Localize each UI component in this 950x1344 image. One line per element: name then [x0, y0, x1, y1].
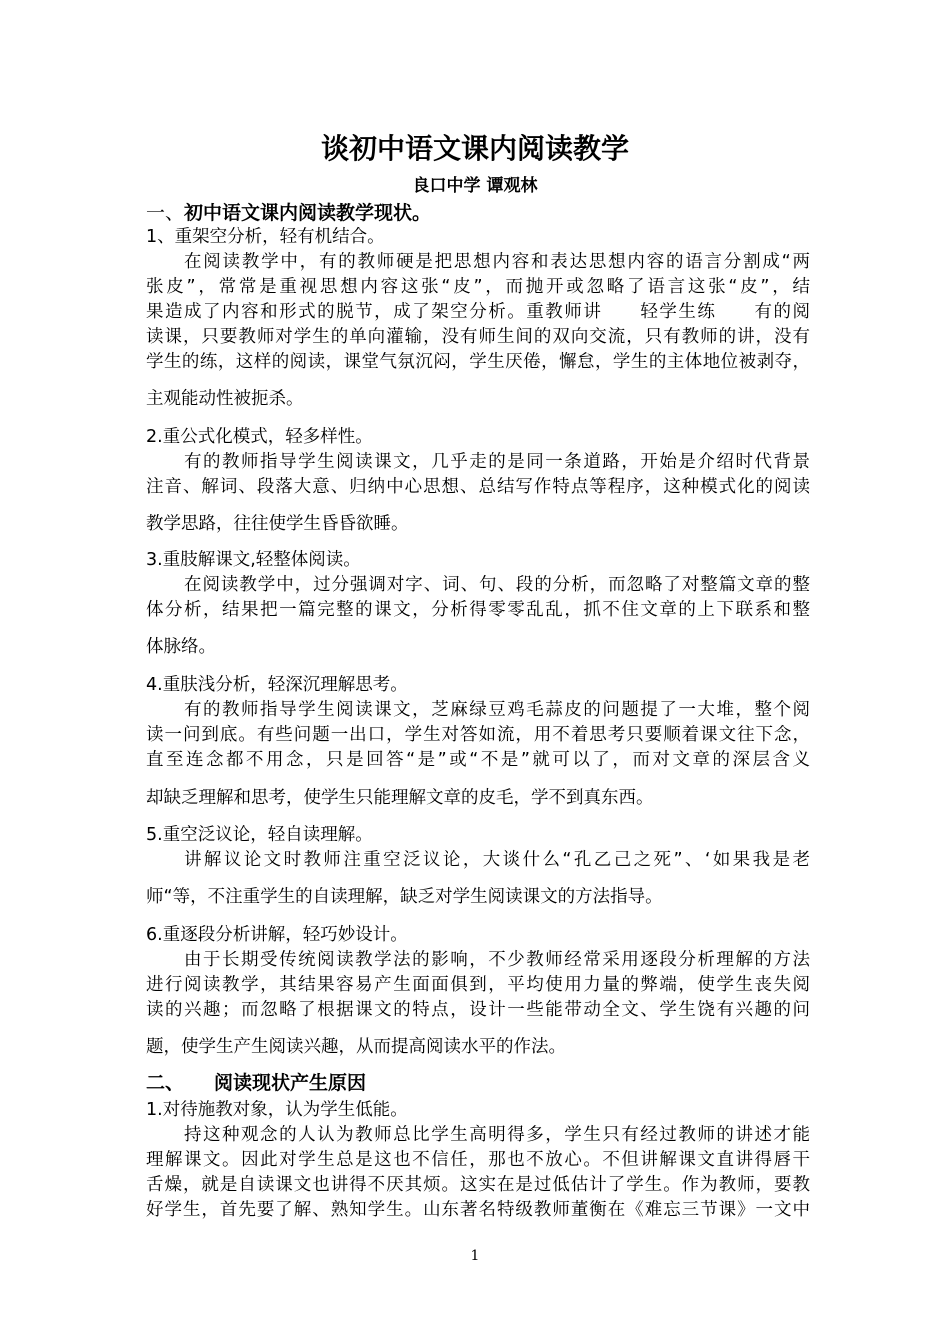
paragraph-line: 题，使学生产生阅读兴趣，从而提高阅读水平的作法。: [146, 1037, 566, 1057]
paragraph-line: 教学思路，往往使学生昏昏欲睡。: [146, 514, 409, 534]
paragraph-line: 直至连念都不用念，只是回答“是”或“不是”就可以了，而对文章的深层含义: [146, 750, 810, 770]
paragraph-line: 讲解议论文时教师注重空泛议论，大谈什么“孔乙己之死”、‘如果我是老: [184, 850, 810, 870]
section-heading-1: [146, 200, 810, 226]
item-heading: 5.重空泛议论，轻自读理解。: [146, 825, 373, 845]
item-heading: 4.重肤浅分析，轻深沉理解思考。: [146, 675, 408, 695]
paragraph-line: 体脉络。: [146, 637, 216, 657]
paragraph-line: 注音、解词、段落大意、归纳中心思想、总结写作特点等程序，这种模式化的阅读: [146, 477, 810, 497]
paragraph-line: 进行阅读教学，其结果容易产生面面俱到，平均使用力量的弊端，使学生丧失阅: [146, 975, 810, 995]
item-heading: 1、重架空分析，轻有机结合。: [146, 227, 385, 247]
paragraph-line: 主观能动性被扼杀。: [146, 389, 304, 409]
paragraph-line: 在阅读教学中，过分强调对字、词、句、段的分析，而忽略了对整篇文章的整: [184, 575, 810, 595]
paragraph-line: 师“等，不注重学生的自读理解，缺乏对学生阅读课文的方法指导。: [146, 887, 663, 907]
page-number: 1: [470, 1248, 480, 1264]
item-heading: 3.重肢解课文,轻整体阅读。: [146, 550, 361, 570]
paragraph-line: 读一问到底。有些问题一出口，学生对答如流，用不着思考只要顺着课文往下念，: [146, 725, 810, 745]
item-heading: 6.重逐段分析讲解，轻巧妙设计。: [146, 925, 408, 945]
document-title: 谈初中语文课内阅读教学: [320, 132, 629, 165]
item-heading: 1.对待施教对象，认为学生低能。: [146, 1100, 408, 1120]
paragraph-line: 有的教师指导学生阅读课文，芝麻绿豆鸡毛蒜皮的问题提了一大堆，整个阅: [184, 700, 810, 720]
paragraph-line: 张皮”，常常是重视思想内容这张“皮”，而抛开或忽略了语言这张“皮”，结: [146, 277, 810, 297]
paragraph-line: 理解课文。因此对学生总是这也不信任，那也不放心。不但讲解课文直讲得唇干: [146, 1150, 810, 1170]
paragraph-line: 读的兴趣；而忽略了根据课文的特点，设计一些能带动全文、学生饶有兴趣的问: [146, 1000, 810, 1020]
section-title: 初中语文课内阅读教学现状。: [184, 202, 432, 224]
item-heading: 2.重公式化模式，轻多样性。: [146, 427, 373, 447]
paragraph-line: 持这种观念的人认为教师总比学生高明得多，学生只有经过教师的讲述才能: [184, 1125, 810, 1145]
paragraph-line: 有的教师指导学生阅读课文，几乎走的是同一条道路，开始是介绍时代背景: [184, 452, 810, 472]
paragraph-line: 舌燥，就是自读课文也讲得不厌其烦。这实在是过低估计了学生。作为教师，要教: [146, 1175, 810, 1195]
author-line: 良口中学 谭观林: [412, 176, 538, 196]
paragraph-line: 由于长期受传统阅读教学法的影响，不少教师经常采用逐段分析理解的方法: [184, 950, 810, 970]
paragraph-line: 却缺乏理解和思考，使学生只能理解文章的皮毛，学不到真东西。: [146, 788, 654, 808]
paragraph-line: 读课，只要教师对学生的单向灌输，没有师生间的双向交流，只有教师的讲，没有: [146, 327, 810, 347]
section-number: 二、: [146, 1072, 185, 1094]
paragraph-line: 在阅读教学中，有的教师硬是把思想内容和表达思想内容的语言分割成“两: [184, 252, 810, 272]
paragraph-line: 果造成了内容和形式的脱节，成了架空分析。重教师讲 轻学生练 有的阅: [146, 302, 810, 322]
paragraph-line: 学生的练，这样的阅读，课堂气氛沉闷，学生厌倦，懈怠，学生的主体地位被剥夺，: [146, 352, 810, 372]
paragraph-line: 体分析，结果把一篇完整的课文，分析得零零乱乱，抓不住文章的上下联系和整: [146, 600, 810, 620]
section-title: 阅读现状产生原因: [214, 1072, 367, 1094]
section-heading-2: [146, 1070, 810, 1096]
section-number: 一、: [146, 202, 185, 224]
paragraph-line: 好学生，首先要了解、熟知学生。山东著名特级教师董衡在《难忘三节课》一文中: [146, 1200, 810, 1220]
